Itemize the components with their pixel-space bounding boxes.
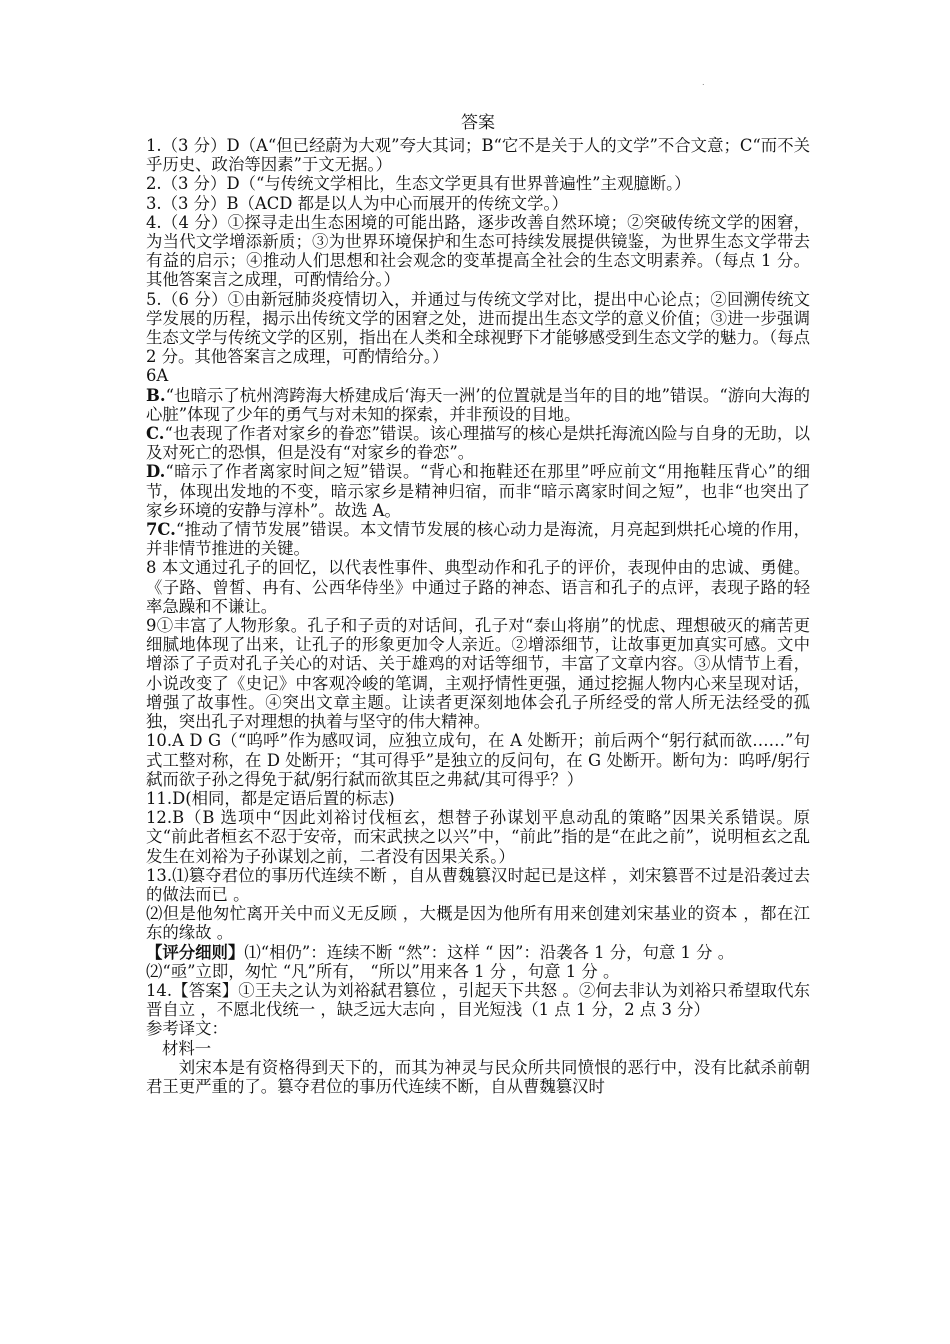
stray-dot: . bbox=[702, 78, 705, 87]
answer-14: 14.【答案】①王夫之认为刘裕弑君篡位 ，引起天下共怒 。②何去非认为刘裕只希望取代东晋自立 ，不愿北伐统一 ，缺乏远大志向 ，目光短浅（1 点 1 分，2 点 3 分） bbox=[146, 980, 810, 1020]
answer-7-lead: 7C. bbox=[146, 520, 176, 540]
answer-6-option-b bbox=[146, 386, 810, 424]
scoring-rules-2: ⑵“亟”立即，匆忙 “凡”所有， “所以”用来各 1 分 ，句意 1 分 。 bbox=[146, 961, 620, 981]
option-b-text: “也暗示了杭州湾跨海大桥建成后‘海天一洲’的位置就是当年的目的地”错误。“游向大海的心脏”体现了少年的勇气与对未知的探索，并非预设的目地。 bbox=[146, 385, 810, 424]
material-one-heading: 材料一 bbox=[162, 1038, 212, 1058]
scoring-rules bbox=[146, 943, 810, 962]
answer-9: 9①丰富了人物形象。孔子和子贡的对话间，孔子对“泰山将崩”的忧虑、理想破灭的痛苦更细腻地体现了出来，让孔子的形象更加令人亲近。②增添细节，让故事更加真实可感。文中增添了子贡对孔子关心的对话、关于雄鸡的对话等细节，丰富了文章内容。③从情节上看，小说改变了《史记》中客观冷峻的笔调，主观抒情性更强，通过挖掘人物内心来呈现对话，增强了故事性。④突出文章主题。让读者更深刻地体会孔子所经受的常人所无法经受的孤独，突出孔子对理想的执着与坚守的伟大精神。 bbox=[146, 616, 810, 732]
option-c-text: “也表现了作者对家乡的眷恋”错误。该心理描写的核心是烘托海流凶险与自身的无助，以及对死亡的恐惧，但是没有“对家乡的眷恋”。 bbox=[146, 424, 810, 463]
answer-1: 1.（3 分）D（A“但已经蔚为大观”夸大其词；B“它不是关于人的文学”不合文意；C“而不关乎历史、政治等因素”于文无据。） bbox=[146, 136, 810, 175]
option-d-text: “暗示了作者离家时间之短”错误。“背心和拖鞋还在那里”呼应前文“用拖鞋压背心”的细节，体现出发地的不变，暗示家乡是精神归宿，而非“暗示离家时间之短”，也非“也突出了家乡环境的安静与淳朴”。故选 A。 bbox=[146, 462, 810, 520]
answer-6-option-d bbox=[146, 462, 810, 520]
answer-3: 3.（3 分）B（ACD 都是以人为中心而展开的传统文学。） bbox=[146, 193, 569, 213]
answer-document bbox=[146, 112, 810, 1096]
page-title: 答案 bbox=[461, 113, 495, 133]
option-c-lead: C. bbox=[146, 424, 165, 444]
answer-7 bbox=[146, 520, 810, 558]
answer-13-part-2: ⑵但是他匆忙离开关中而义无反顾 ，大概是因为他所有用来创建刘宋基业的资本 ，都在江东的缘故 。 bbox=[146, 904, 810, 943]
option-b-lead: B. bbox=[146, 385, 166, 405]
option-d-lead: D. bbox=[146, 462, 166, 482]
translation-heading: 参考译文： bbox=[146, 1019, 228, 1039]
answer-10: 10.A D G（“呜呼”作为感叹词，应独立成句，在 A 处断开；前后两个“躬行弑而欲……”句式工整对称，在 D 处断开；“其可得乎”是独立的反问句，在 G 处断开。断句为：呜呼/躬行弑而欲子孙之得免于弑/躬行弑而欲其臣之弗弑/其可得乎？） bbox=[146, 731, 810, 789]
answer-11: 11.D(相同，都是定语后置的标志) bbox=[146, 788, 395, 808]
answer-6: 6A bbox=[146, 366, 169, 386]
answer-12: 12.B（B 选项中“因此刘裕讨伐桓玄，想替子孙谋划平息动乱的策略”因果关系错误。原文“前此者桓玄不忍于安帝，而宋武挟之以兴”中，“前此”指的是“在此之前”，说明桓玄之乱发生在刘裕为子孙谋划之前，二者没有因果关系。） bbox=[146, 808, 810, 866]
scoring-rules-lead: 【评分细则】 bbox=[146, 942, 245, 962]
answer-6-option-c bbox=[146, 424, 810, 462]
answer-4: 4.（4 分）①探寻走出生态困境的可能出路，逐步改善自然环境；②突破传统文学的困窘，为当代文学增添新质；③为世界环境保护和生态可持续发展提供镜鉴，为世界生态文学带去有益的启示；④推动人们思想和社会观念的变革提高全社会的生态文明素养。（每点 1 分。其他答案言之成理，可酌情给分。） bbox=[146, 212, 810, 290]
answer-13-part-1: 13.⑴篡夺君位的事历代连续不断 ，自从曹魏篡汉时起已是这样 ，刘宋篡晋不过是沿袭过去的做法而已 。 bbox=[146, 865, 810, 904]
answer-5: 5.（6 分）①由新冠肺炎疫情切入，并通过与传统文学对比，提出中心论点；②回溯传统文学发展的历程，揭示出传统文学的困窘之处，进而提出生态文学的意义价值；③进一步强调生态文学与传统文学的区别，指出在人类和全球视野下才能够感受到生态文学的魅力。（每点 2 分。其他答案言之成理，可酌情给分。） bbox=[146, 289, 810, 367]
answer-7-text: “推动了情节发展”错误。本文情节发展的核心动力是海流，月亮起到烘托心境的作用，并非情节推进的关键。 bbox=[146, 520, 810, 559]
answer-2: 2.（3 分）D（“与传统文学相比，生态文学更具有世界普遍性”主观臆断。） bbox=[146, 174, 691, 194]
translation-paragraph: 刘宋本是有资格得到天下的，而其为神灵与民众所共同愤恨的恶行中，没有比弑杀前朝君王更严重的了。篡夺君位的事历代连续不断，自从曹魏篡汉时 bbox=[146, 1057, 810, 1096]
answer-8: 8 本文通过孔子的回忆，以代表性事件、典型动作和孔子的评价，表现仲由的忠诚、勇健。《子路、曾皙、冉有、公西华侍坐》中通过子路的神态、语言和孔子的点评，表现子路的轻率急躁和不谦让。 bbox=[146, 558, 810, 616]
scoring-rules-text: ⑴“相仍”：连续不断 “然”：这样 “ 因”：沿袭各 1 分，句意 1 分 。 bbox=[244, 942, 735, 962]
